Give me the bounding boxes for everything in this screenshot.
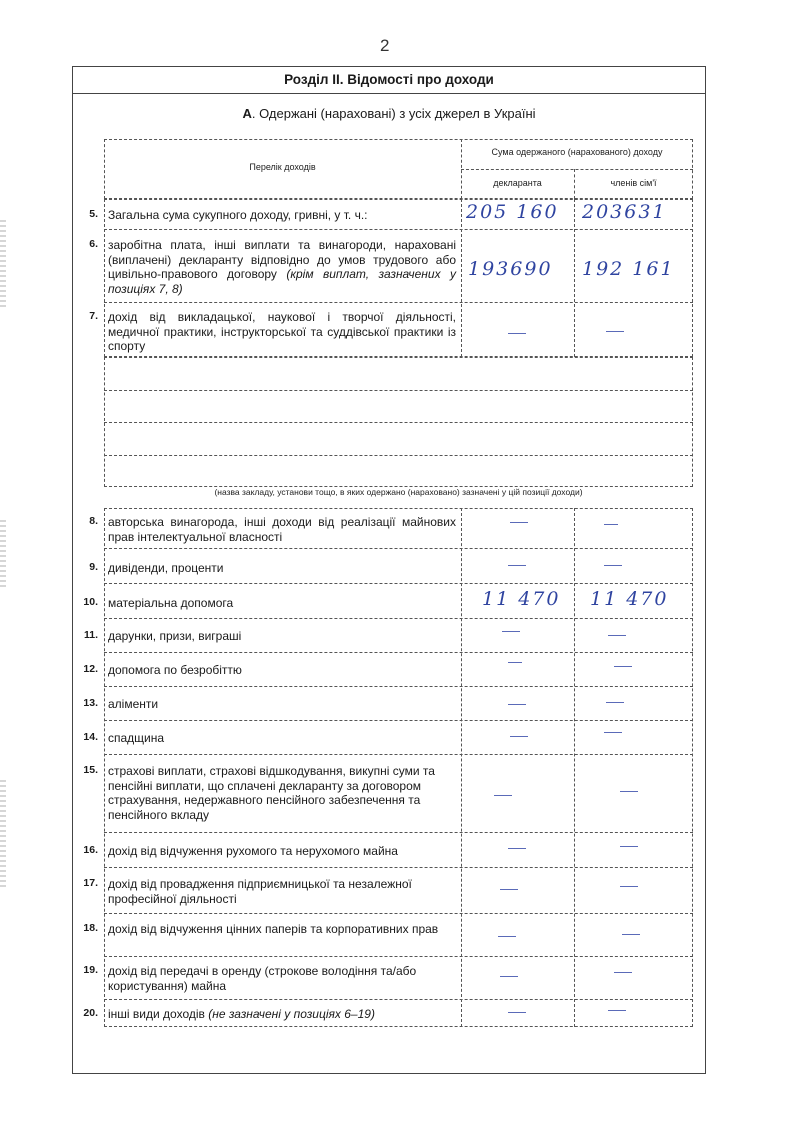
empty-dash [510,736,528,737]
empty-dash [620,846,638,847]
row-label: матеріальна допомога [108,596,234,610]
empty-dash [608,635,626,636]
row-label: Загальна сума сукупного доходу, гривні, у т. ч.: [108,208,368,222]
declarant-value: 193690 [468,258,553,280]
row-label: дарунки, призи, виграші [108,629,242,643]
declarant-value: 205 160 [466,201,559,223]
header-family: членів сім'ї [610,178,657,188]
empty-dash [508,662,522,663]
row-label: аліменти [108,697,159,711]
row-number: 19. [83,964,98,976]
row-label: страхові виплати, страхові відшкодування, викупні суми та пенсійні виплати, що сплачені декларанту за договором страхування, недержавного пенсійного забезпечення та пенсійного вкладу [108,764,435,822]
row-number: 5. [89,208,98,220]
row-number: 6. [89,238,98,250]
family-value: 11 470 [590,588,669,610]
row-label-note: (не зазначені у позиціях 6–19) [208,1007,375,1021]
institution-caption: (назва закладу, установи тощо, в яких одержано (нараховано) зазначені у цій позиції доходи) [214,487,583,497]
empty-dash [622,934,640,935]
row-label-text: заробітна плата, інші виплати та винагороди, нараховані (виплачені) декларанту відповідно до умов трудового або цивільно-правового договору [108,238,456,281]
empty-dash [500,889,518,890]
empty-dash [498,936,516,937]
empty-dash [620,791,638,792]
header-declarant: декларанта [493,178,542,188]
row-label-text: інші види доходів [108,1007,205,1021]
row-label [108,1007,456,1022]
empty-dash [500,976,518,977]
empty-dash [508,1012,526,1013]
empty-dash [502,631,520,632]
scan-artifact [0,220,6,310]
subtitle-letter: А [242,106,252,121]
row-label: дохід від відчуження рухомого та нерухомого майна [108,844,398,858]
row-number: 9. [89,561,98,573]
family-value: 203631 [582,201,667,223]
empty-dash [620,886,638,887]
subtitle [72,106,706,121]
empty-dash [604,732,622,733]
row-number: 17. [83,877,98,889]
declarant-value: 11 470 [482,588,561,610]
header-list-label: Перелік доходів [249,162,316,172]
empty-dash [608,1010,626,1011]
row-number: 11. [83,629,98,641]
empty-dash [604,565,622,566]
row-label: допомога по безробіттю [108,663,242,677]
row-number: 13. [83,697,98,709]
empty-dash [508,848,526,849]
row-number: 18. [83,922,98,934]
row-label: спадщина [108,731,165,745]
subtitle-text: . Одержані (нараховані) з усіх джерел в Україні [251,106,536,121]
empty-dash [606,331,624,332]
empty-dash [604,524,618,525]
row-label: дивіденди, проценти [108,561,224,575]
row-label: дохід від провадження підприємницької та незалежної професійної діяльності [108,877,412,906]
empty-dash [494,795,512,796]
empty-dash [510,522,528,523]
row-number: 15. [83,764,98,776]
section-title: Розділ ІІ. Відомості про доходи [72,66,706,94]
row-label: дохід від відчуження цінних паперів та корпоративних прав [108,922,439,936]
row-label: дохід від викладацької, наукової і творчої діяльності, медичної практики, інструкторської та суддівської практики із спорту [108,310,456,353]
row-number: 20. [83,1007,98,1019]
row-number: 14. [83,731,98,743]
page-number: 2 [380,36,390,55]
family-value: 192 161 [582,258,675,280]
empty-dash [614,972,632,973]
header-sum-label: Сума одержаного (нарахованого) доходу [491,147,663,157]
empty-dash [508,565,526,566]
row-number: 12. [83,663,98,675]
empty-dash [606,702,624,703]
row-label [108,238,456,296]
row-number: 7. [89,310,98,322]
scan-artifact [0,780,6,890]
row-label: дохід від передачі в оренду (строкове володіння та/або користування) майна [108,964,417,993]
empty-dash [614,666,632,667]
row-label: авторська винагорода, інші доходи від реалізації майнових прав інтелектуальної власності [108,515,456,544]
empty-dash [508,333,526,334]
row-number: 10. [83,596,98,608]
scan-artifact [0,520,6,590]
row-label-note: (крім виплат, зазначених у позиціях 7, 8) [108,267,456,296]
row-number: 8. [89,515,98,527]
empty-dash [508,704,526,705]
row-number: 16. [83,844,98,856]
